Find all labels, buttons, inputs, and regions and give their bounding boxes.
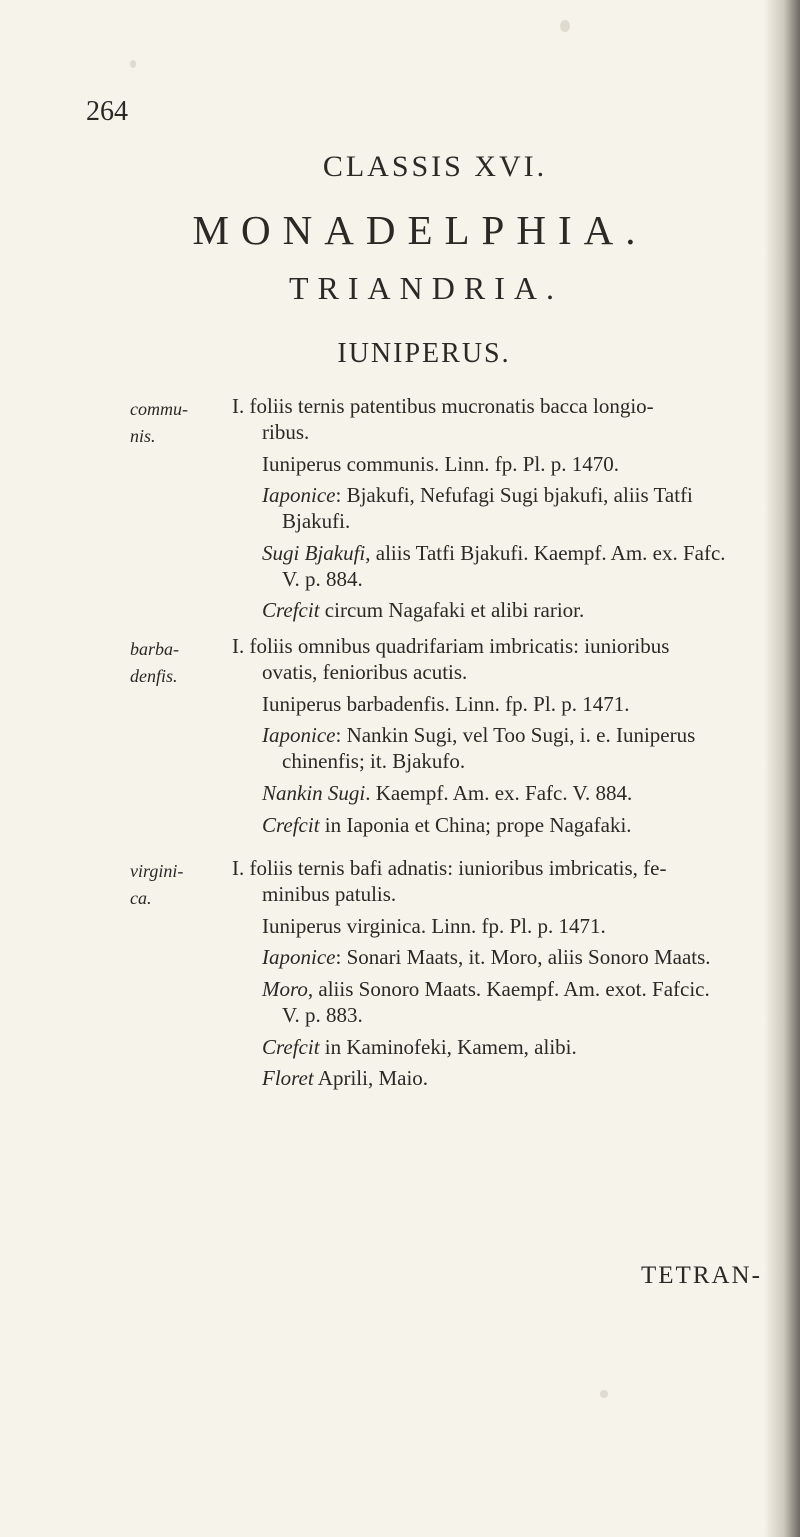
italic-term: Iaponice <box>262 945 336 969</box>
text-line <box>262 977 710 1002</box>
italic-term: Sugi Bjakufi <box>262 541 366 565</box>
text-line: I. foliis ternis bafi adnatis: iunioribus imbricatis, fe- <box>232 856 667 880</box>
species-label-virginiana <box>130 858 183 912</box>
species-label-barbadensis <box>130 636 179 690</box>
page-number: 264 <box>86 96 128 127</box>
text-line: V. p. 884. <box>282 567 363 591</box>
italic-term: Floret <box>262 1066 314 1090</box>
italic-term: Crefcit <box>262 813 320 837</box>
text-line: minibus patulis. <box>262 882 397 906</box>
text-line <box>262 723 695 748</box>
foxing-spot <box>560 20 570 32</box>
species-label-line: virgini- <box>130 861 184 881</box>
italic-term: Crefcit <box>262 598 320 622</box>
text-line: Bjakufi. <box>282 509 351 533</box>
text-fragment: : Nankin Sugi, vel Too Sugi, i. e. Iuniperus <box>335 723 696 747</box>
text-line <box>262 483 693 508</box>
italic-term: Iaponice <box>262 723 336 747</box>
text-line: I. foliis ternis patentibus mucronatis bacca longio- <box>232 394 654 418</box>
text-line: ovatis, fenioribus acutis. <box>262 660 468 684</box>
class-heading: CLASSIS XVI. <box>322 150 548 183</box>
text-fragment: Aprili, Maio. <box>313 1066 429 1090</box>
page-edge-shadow <box>764 0 800 1537</box>
species-label-line: ca. <box>130 888 152 908</box>
text-line <box>262 945 711 970</box>
italic-term: Crefcit <box>262 1035 320 1059</box>
text-fragment: : Bjakufi, Nefufagi Sugi bjakufi, aliis Tatfi <box>335 483 693 507</box>
foxing-spot <box>130 60 136 68</box>
species-label-line: denfis. <box>130 666 178 686</box>
text-fragment: . Kaempf. Am. ex. Fafc. V. 884. <box>365 781 633 805</box>
text-fragment: : Sonari Maats, it. Moro, aliis Sonoro Maats. <box>335 945 711 969</box>
species-label-communis <box>130 396 188 450</box>
text-line: Iuniperus barbadenfis. Linn. fp. Pl. p. 1471. <box>262 692 630 716</box>
genus-heading: IUNIPERUS. <box>337 338 511 369</box>
text-line: I. foliis omnibus quadrifariam imbricatis: iunioribus <box>232 634 670 658</box>
catchword: TETRAN- <box>641 1262 762 1289</box>
text-line <box>262 813 632 838</box>
text-fragment: , aliis Tatfi Bjakufi. Kaempf. Am. ex. Fafc. <box>365 541 726 565</box>
species-label-line: barba- <box>130 639 179 659</box>
species-label-line: nis. <box>130 426 156 446</box>
text-line: Iuniperus communis. Linn. fp. Pl. p. 1470. <box>262 452 619 476</box>
text-line <box>262 1035 577 1060</box>
italic-term: Moro <box>262 977 308 1001</box>
text-line: V. p. 883. <box>282 1003 363 1027</box>
text-line: ribus. <box>262 420 310 444</box>
text-line <box>262 541 726 566</box>
text-line <box>262 781 632 806</box>
order-heading: MONADELPHIA. <box>192 207 648 253</box>
italic-term: Nankin Sugi <box>262 781 366 805</box>
foxing-spot <box>600 1390 608 1398</box>
text-fragment: in Kaminofeki, Kamem, alibi. <box>319 1035 577 1059</box>
suborder-heading: TRIANDRIA. <box>289 270 563 306</box>
text-line: Iuniperus virginica. Linn. fp. Pl. p. 1471. <box>262 914 606 938</box>
text-fragment: circum Nagafaki et alibi rarior. <box>319 598 585 622</box>
species-label-line: commu- <box>130 399 188 419</box>
text-line <box>262 1066 428 1091</box>
text-fragment: in Iaponia et China; prope Nagafaki. <box>319 813 632 837</box>
text-fragment: , aliis Sonoro Maats. Kaempf. Am. exot. Fafcic. <box>307 977 710 1001</box>
text-line: chinenfis; it. Bjakufo. <box>282 749 466 773</box>
text-line <box>262 598 584 623</box>
italic-term: Iaponice <box>262 483 336 507</box>
